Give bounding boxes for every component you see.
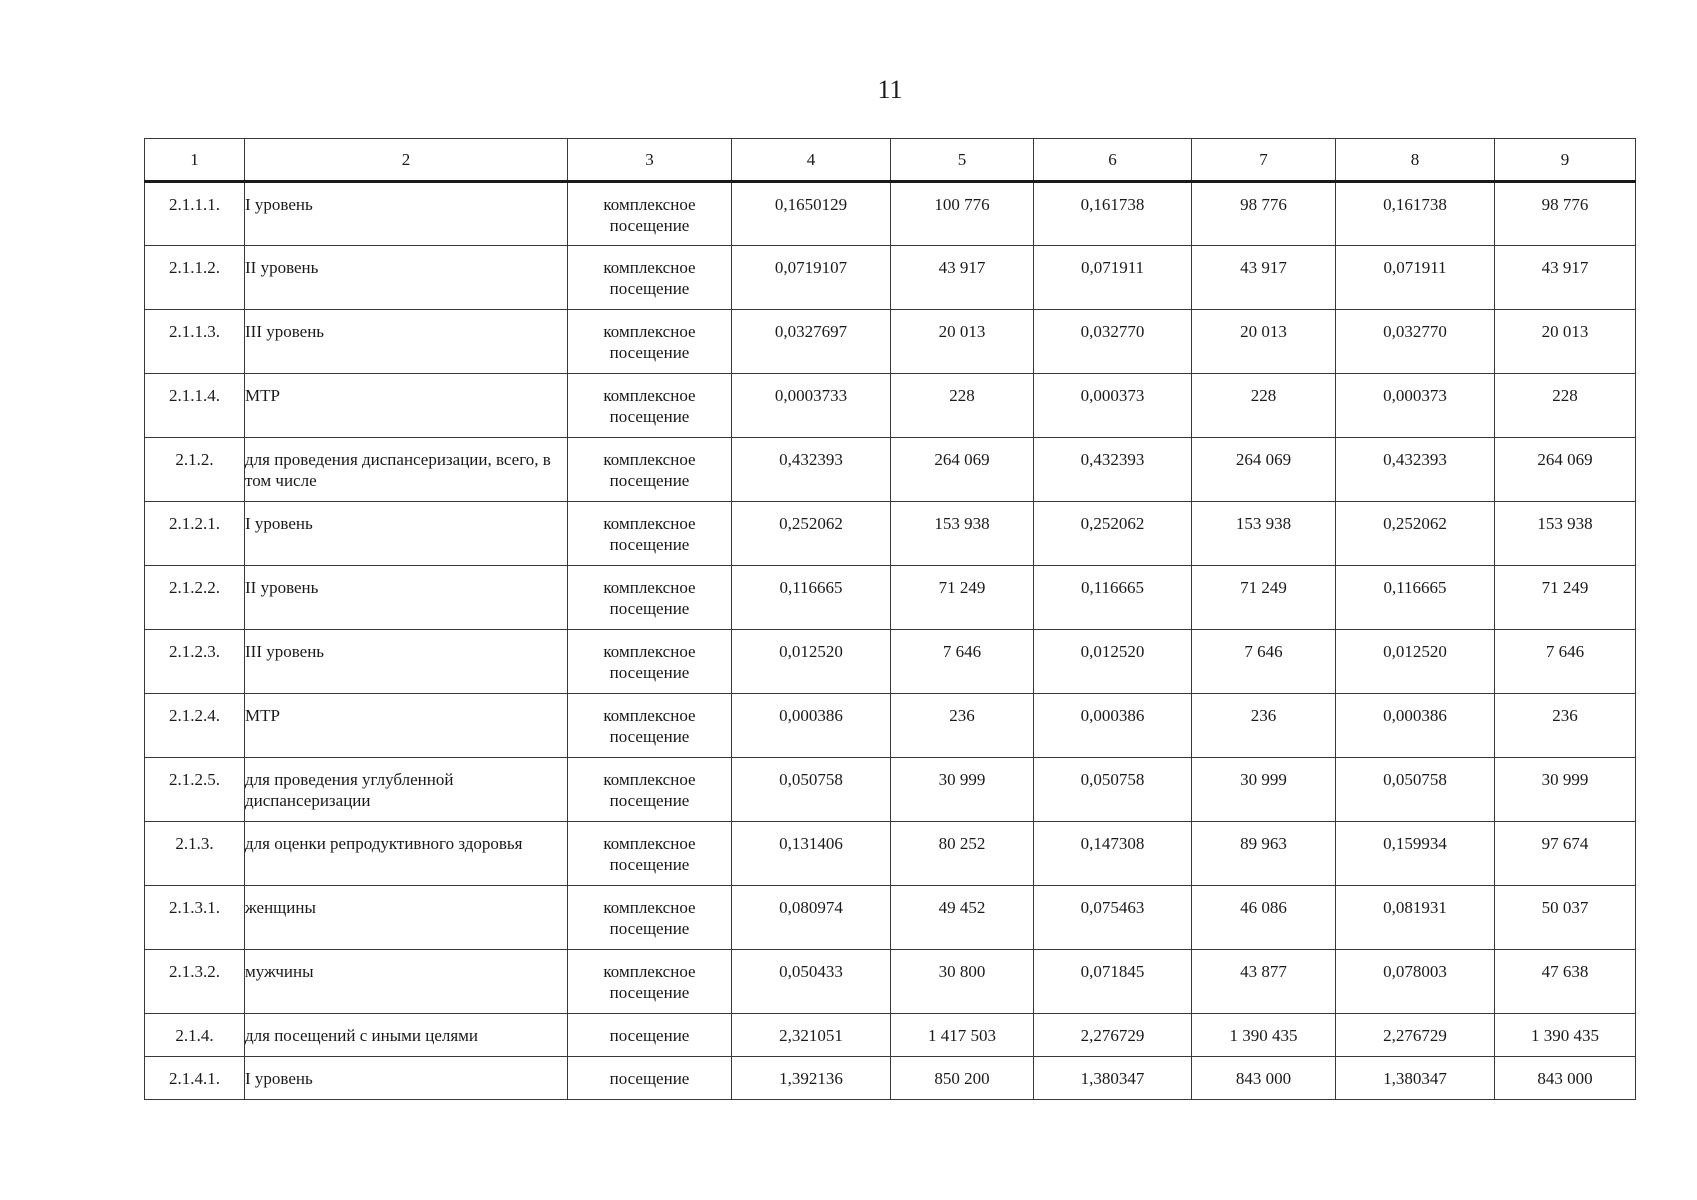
row-number-cell: 2.1.2.2. bbox=[145, 566, 245, 630]
indicator-name-cell: I уровень bbox=[245, 1057, 568, 1100]
indicator-name-cell: для проведения углубленной диспансеризации bbox=[245, 758, 568, 822]
table-body bbox=[145, 139, 1636, 1100]
value-cell: 2,321051 bbox=[732, 1014, 891, 1057]
value-cell: 264 069 bbox=[1192, 438, 1336, 502]
value-cell: 30 800 bbox=[891, 950, 1034, 1014]
indicator-name-cell: мужчины bbox=[245, 950, 568, 1014]
table-row bbox=[145, 246, 1636, 310]
value-cell: 1,380347 bbox=[1034, 1057, 1192, 1100]
indicator-name-cell: I уровень bbox=[245, 182, 568, 246]
indicator-name-cell: МТР bbox=[245, 694, 568, 758]
unit-cell: комплексное посещение bbox=[568, 502, 732, 566]
indicator-name-cell: I уровень bbox=[245, 502, 568, 566]
value-cell: 98 776 bbox=[1192, 182, 1336, 246]
table-row bbox=[145, 822, 1636, 886]
value-cell: 228 bbox=[1495, 374, 1636, 438]
value-cell: 0,0327697 bbox=[732, 310, 891, 374]
header-cell: 7 bbox=[1192, 139, 1336, 182]
value-cell: 0,000373 bbox=[1034, 374, 1192, 438]
value-cell: 0,161738 bbox=[1336, 182, 1495, 246]
value-cell: 100 776 bbox=[891, 182, 1034, 246]
value-cell: 46 086 bbox=[1192, 886, 1336, 950]
row-number-cell: 2.1.4. bbox=[145, 1014, 245, 1057]
indicator-name-cell: III уровень bbox=[245, 630, 568, 694]
value-cell: 0,147308 bbox=[1034, 822, 1192, 886]
value-cell: 30 999 bbox=[1495, 758, 1636, 822]
value-cell: 43 917 bbox=[1192, 246, 1336, 310]
value-cell: 1,392136 bbox=[732, 1057, 891, 1100]
value-cell: 49 452 bbox=[891, 886, 1034, 950]
header-cell: 8 bbox=[1336, 139, 1495, 182]
table-row bbox=[145, 950, 1636, 1014]
table-row bbox=[145, 1014, 1636, 1057]
value-cell: 43 877 bbox=[1192, 950, 1336, 1014]
value-cell: 1,380347 bbox=[1336, 1057, 1495, 1100]
value-cell: 153 938 bbox=[1192, 502, 1336, 566]
value-cell: 264 069 bbox=[891, 438, 1034, 502]
value-cell: 0,050758 bbox=[732, 758, 891, 822]
page-number: 11 bbox=[877, 75, 903, 104]
value-cell: 0,071911 bbox=[1336, 246, 1495, 310]
value-cell: 0,159934 bbox=[1336, 822, 1495, 886]
table-row bbox=[145, 502, 1636, 566]
table-header-row bbox=[145, 139, 1636, 182]
row-number-cell: 2.1.2.1. bbox=[145, 502, 245, 566]
header-cell: 9 bbox=[1495, 139, 1636, 182]
unit-cell: комплексное посещение bbox=[568, 438, 732, 502]
row-number-cell: 2.1.2. bbox=[145, 438, 245, 502]
value-cell: 0,050758 bbox=[1034, 758, 1192, 822]
unit-cell: комплексное посещение bbox=[568, 822, 732, 886]
value-cell: 0,080974 bbox=[732, 886, 891, 950]
value-cell: 71 249 bbox=[1495, 566, 1636, 630]
indicator-name-cell: для проведения диспансеризации, всего, в том числе bbox=[245, 438, 568, 502]
value-cell: 0,071845 bbox=[1034, 950, 1192, 1014]
value-cell: 0,071911 bbox=[1034, 246, 1192, 310]
value-cell: 153 938 bbox=[891, 502, 1034, 566]
unit-cell: комплексное посещение bbox=[568, 182, 732, 246]
row-number-cell: 2.1.1.3. bbox=[145, 310, 245, 374]
value-cell: 98 776 bbox=[1495, 182, 1636, 246]
header-cell: 5 bbox=[891, 139, 1034, 182]
row-number-cell: 2.1.2.5. bbox=[145, 758, 245, 822]
unit-cell: посещение bbox=[568, 1014, 732, 1057]
row-number-cell: 2.1.1.4. bbox=[145, 374, 245, 438]
value-cell: 850 200 bbox=[891, 1057, 1034, 1100]
header-cell: 4 bbox=[732, 139, 891, 182]
table-row bbox=[145, 694, 1636, 758]
value-cell: 20 013 bbox=[1495, 310, 1636, 374]
row-number-cell: 2.1.4.1. bbox=[145, 1057, 245, 1100]
unit-cell: комплексное посещение bbox=[568, 950, 732, 1014]
unit-cell: комплексное посещение bbox=[568, 374, 732, 438]
value-cell: 30 999 bbox=[891, 758, 1034, 822]
header-cell: 1 bbox=[145, 139, 245, 182]
value-cell: 0,432393 bbox=[1336, 438, 1495, 502]
indicator-name-cell: II уровень bbox=[245, 246, 568, 310]
value-cell: 0,012520 bbox=[1336, 630, 1495, 694]
table-row bbox=[145, 182, 1636, 246]
value-cell: 47 638 bbox=[1495, 950, 1636, 1014]
indicator-name-cell: III уровень bbox=[245, 310, 568, 374]
unit-cell: комплексное посещение bbox=[568, 694, 732, 758]
table-row bbox=[145, 1057, 1636, 1100]
value-cell: 0,116665 bbox=[1336, 566, 1495, 630]
value-cell: 153 938 bbox=[1495, 502, 1636, 566]
value-cell: 0,000386 bbox=[1336, 694, 1495, 758]
value-cell: 7 646 bbox=[891, 630, 1034, 694]
value-cell: 1 390 435 bbox=[1192, 1014, 1336, 1057]
indicator-name-cell: для оценки репродуктивного здоровья bbox=[245, 822, 568, 886]
value-cell: 0,252062 bbox=[1336, 502, 1495, 566]
table-row bbox=[145, 758, 1636, 822]
row-number-cell: 2.1.3.1. bbox=[145, 886, 245, 950]
value-cell: 43 917 bbox=[1495, 246, 1636, 310]
value-cell: 0,075463 bbox=[1034, 886, 1192, 950]
value-cell: 2,276729 bbox=[1034, 1014, 1192, 1057]
value-cell: 0,000373 bbox=[1336, 374, 1495, 438]
value-cell: 30 999 bbox=[1192, 758, 1336, 822]
unit-cell: комплексное посещение bbox=[568, 246, 732, 310]
value-cell: 0,252062 bbox=[1034, 502, 1192, 566]
value-cell: 1 390 435 bbox=[1495, 1014, 1636, 1057]
value-cell: 20 013 bbox=[891, 310, 1034, 374]
value-cell: 0,000386 bbox=[1034, 694, 1192, 758]
value-cell: 236 bbox=[1192, 694, 1336, 758]
value-cell: 0,012520 bbox=[732, 630, 891, 694]
value-cell: 0,081931 bbox=[1336, 886, 1495, 950]
value-cell: 0,0003733 bbox=[732, 374, 891, 438]
row-number-cell: 2.1.1.2. bbox=[145, 246, 245, 310]
value-cell: 264 069 bbox=[1495, 438, 1636, 502]
value-cell: 236 bbox=[891, 694, 1034, 758]
row-number-cell: 2.1.3. bbox=[145, 822, 245, 886]
value-cell: 0,252062 bbox=[732, 502, 891, 566]
value-cell: 71 249 bbox=[891, 566, 1034, 630]
value-cell: 7 646 bbox=[1192, 630, 1336, 694]
table-row bbox=[145, 374, 1636, 438]
header-cell: 3 bbox=[568, 139, 732, 182]
value-cell: 7 646 bbox=[1495, 630, 1636, 694]
table-row bbox=[145, 438, 1636, 502]
header-cell: 6 bbox=[1034, 139, 1192, 182]
value-cell: 71 249 bbox=[1192, 566, 1336, 630]
value-cell: 2,276729 bbox=[1336, 1014, 1495, 1057]
data-table bbox=[144, 138, 1636, 1100]
table-row bbox=[145, 566, 1636, 630]
row-number-cell: 2.1.1.1. bbox=[145, 182, 245, 246]
value-cell: 20 013 bbox=[1192, 310, 1336, 374]
indicator-name-cell: II уровень bbox=[245, 566, 568, 630]
value-cell: 97 674 bbox=[1495, 822, 1636, 886]
row-number-cell: 2.1.3.2. bbox=[145, 950, 245, 1014]
value-cell: 0,050758 bbox=[1336, 758, 1495, 822]
value-cell: 0,161738 bbox=[1034, 182, 1192, 246]
table-row bbox=[145, 886, 1636, 950]
table-row bbox=[145, 630, 1636, 694]
value-cell: 1 417 503 bbox=[891, 1014, 1034, 1057]
header-cell: 2 bbox=[245, 139, 568, 182]
value-cell: 0,131406 bbox=[732, 822, 891, 886]
value-cell: 228 bbox=[891, 374, 1034, 438]
unit-cell: посещение bbox=[568, 1057, 732, 1100]
value-cell: 89 963 bbox=[1192, 822, 1336, 886]
value-cell: 0,1650129 bbox=[732, 182, 891, 246]
value-cell: 228 bbox=[1192, 374, 1336, 438]
unit-cell: комплексное посещение bbox=[568, 886, 732, 950]
unit-cell: комплексное посещение bbox=[568, 630, 732, 694]
value-cell: 0,116665 bbox=[732, 566, 891, 630]
value-cell: 843 000 bbox=[1495, 1057, 1636, 1100]
row-number-cell: 2.1.2.3. bbox=[145, 630, 245, 694]
row-number-cell: 2.1.2.4. bbox=[145, 694, 245, 758]
value-cell: 843 000 bbox=[1192, 1057, 1336, 1100]
value-cell: 0,000386 bbox=[732, 694, 891, 758]
value-cell: 43 917 bbox=[891, 246, 1034, 310]
value-cell: 0,116665 bbox=[1034, 566, 1192, 630]
indicator-name-cell: МТР bbox=[245, 374, 568, 438]
value-cell: 0,032770 bbox=[1336, 310, 1495, 374]
value-cell: 50 037 bbox=[1495, 886, 1636, 950]
value-cell: 0,078003 bbox=[1336, 950, 1495, 1014]
value-cell: 0,432393 bbox=[1034, 438, 1192, 502]
value-cell: 0,0719107 bbox=[732, 246, 891, 310]
indicator-name-cell: для посещений с иными целями bbox=[245, 1014, 568, 1057]
unit-cell: комплексное посещение bbox=[568, 758, 732, 822]
unit-cell: комплексное посещение bbox=[568, 566, 732, 630]
indicator-name-cell: женщины bbox=[245, 886, 568, 950]
value-cell: 0,012520 bbox=[1034, 630, 1192, 694]
unit-cell: комплексное посещение bbox=[568, 310, 732, 374]
table-row bbox=[145, 310, 1636, 374]
value-cell: 236 bbox=[1495, 694, 1636, 758]
value-cell: 0,032770 bbox=[1034, 310, 1192, 374]
value-cell: 80 252 bbox=[891, 822, 1034, 886]
value-cell: 0,432393 bbox=[732, 438, 891, 502]
value-cell: 0,050433 bbox=[732, 950, 891, 1014]
